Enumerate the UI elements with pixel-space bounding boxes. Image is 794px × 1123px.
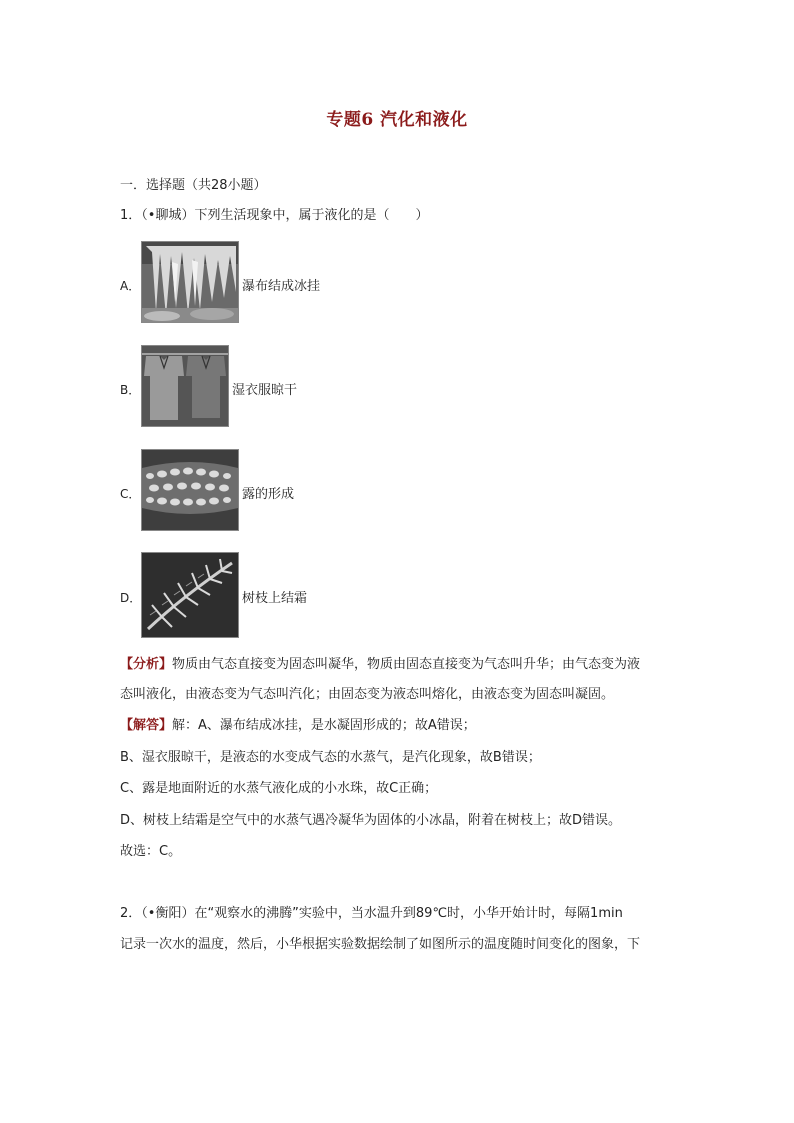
option-d-text: 树枝上结霜 [242,591,308,606]
analysis-line-2: 态叫液化，由液态变为气态叫汽化；由固态变为液态叫熔化，由液态变为固态叫凝固。 [120,687,615,702]
option-b-letter: B． [120,383,141,397]
icicle-waterfall-photo [141,241,239,323]
answer-text-1: 解：A、瀑布结成冰挂，是水凝固形成的；故A错误； [172,718,476,733]
option-c-letter: C． [120,487,141,501]
analysis-label: 【分析】 [120,657,173,672]
question-2-line-1: 2．（•衡阳）在“观察水的沸腾”实验中，当水温升到89℃时，小华开始计时，每隔1min [120,906,623,921]
question-1-stem: 1．（•聊城）下列生活现象中，属于液化的是（ ） [120,208,429,223]
option-b-text: 湿衣服晾干 [232,383,298,398]
analysis-line-1 [120,656,640,674]
question-2-line-2: 记录一次水的温度，然后，小华根据实验数据绘制了如图所示的温度随时间变化的图象，下 [120,937,641,952]
answer-line-3: C、露是地面附近的水蒸气液化成的小水珠，故C正确； [120,781,438,796]
analysis-text-1: 物质由气态直接变为固态叫凝华，物质由固态直接变为气态叫升华；由气态变为液 [172,657,641,672]
option-a-text: 瀑布结成冰挂 [242,279,321,294]
answer-choice: 故选：C。 [120,844,182,859]
answer-line-1 [120,717,476,735]
answer-line-2: B、湿衣服晾干，是液态的水变成气态的水蒸气，是汽化现象，故B错误； [120,750,541,765]
frost-branch-photo [141,552,239,638]
option-d-letter: D． [120,591,142,605]
section-heading: 一．选择题（共28小题） [120,178,267,193]
page-title: 专题6 汽化和液化 [326,110,468,130]
drying-clothes-photo [141,345,229,427]
option-c-text: 露的形成 [242,487,295,502]
answer-label: 【解答】 [120,718,173,733]
answer-line-4: D、树枝上结霜是空气中的水蒸气遇冷凝华为固体的小冰晶，附着在树枝上；故D错误。 [120,813,622,828]
option-a-letter: A． [120,279,141,293]
dew-drops-photo [141,449,239,531]
